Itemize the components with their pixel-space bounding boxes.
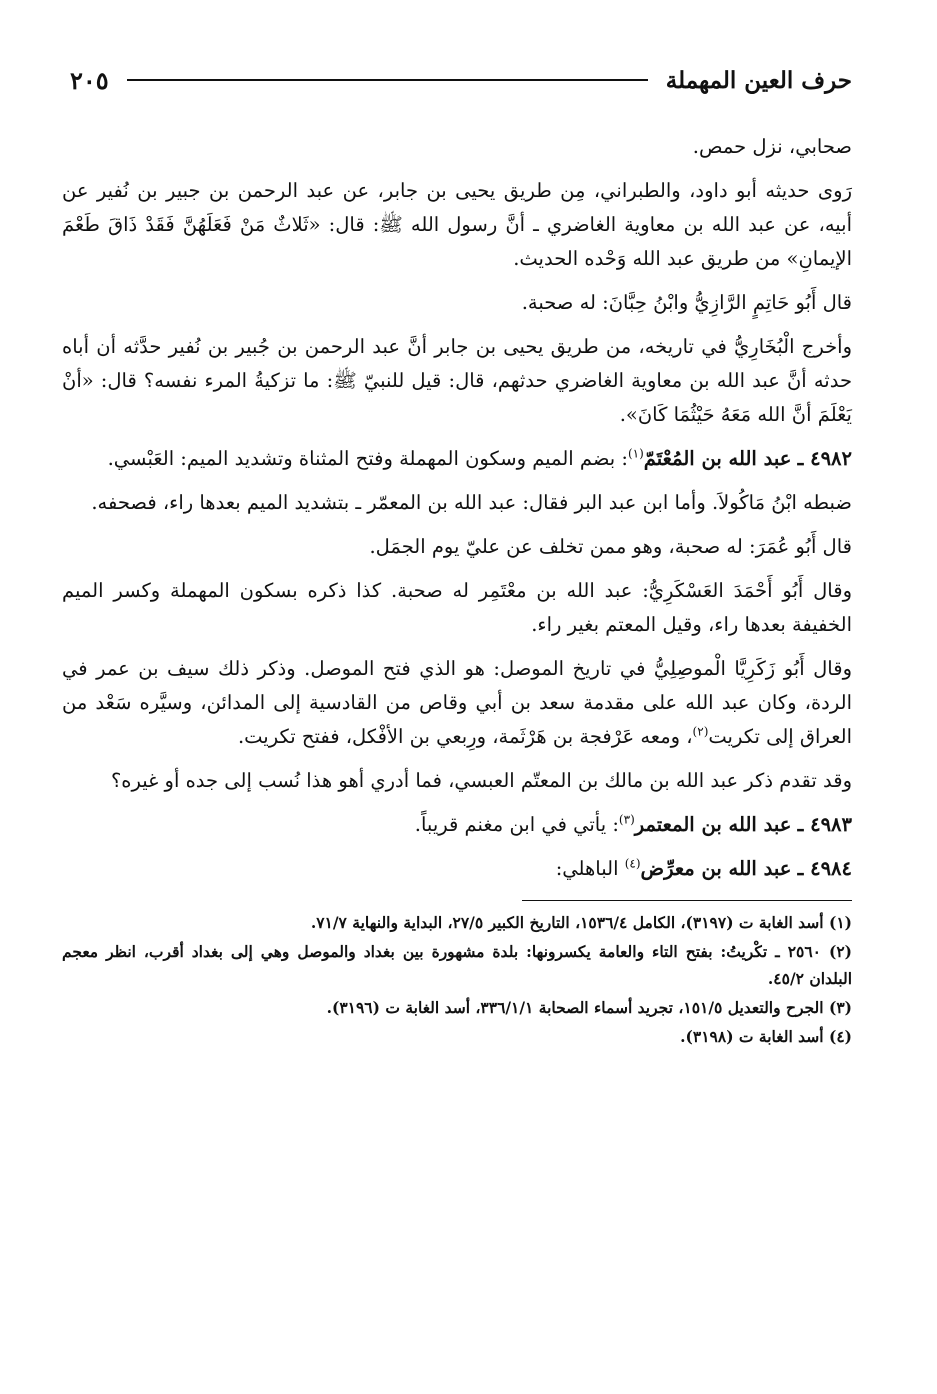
page-number: ٢٠٥ — [70, 65, 109, 95]
paragraph-text: وقال أَبُو زَكَرِيَّا الْموصِلِيُّ في تاريخ الموصل: هو الذي فتح الموصل. وذكر ذلك سيف بن عمر في الردة، وكان عبد الله على مقدمة سعد بن أبي وقاص من القادسية إلى المدائن، وسيَّره سَعْد من العراق إلى تكريت — [62, 657, 852, 748]
paragraph: وأخرج الْبُخَارِيُّ في تاريخه، من طريق يحيى بن جابر أنَّ عبد الرحمن بن جُبير بن نُفير حدَّثه أن أباه حدثه أنَّ عبد الله بن معاوية الغاضري حدثهم، قال: قيل للنبيّ ﷺ: ما تزكيةُ المرء نفسه؟ قال: «أنْ يَعْلَمَ أنَّ الله مَعَهُ حَيْثُمَا كَانَ». — [62, 335, 852, 426]
footnote-ref: (٢) — [692, 724, 709, 739]
paragraph: وقد تقدم ذكر عبد الله بن مالك بن المعتّم العبسي، فما أدري أهو هذا نُسب إلى جده أو غيره؟ — [110, 769, 852, 792]
entry-4983 — [62, 808, 852, 842]
entry-name: عبد الله بن المعتمر — [634, 813, 792, 836]
footnote: (٢) ٢٥٦٠ ـ تكْريتُ: بفتح التاء والعامة يكسرونها: بلدة مشهورة بين بغداد والموصل وهي إلى بغداد أقرب، انظر معجم البلدان ٤٥/٢. — [62, 942, 852, 988]
paragraph: قال أَبُو عُمَرَ: له صحبة، وهو ممن تخلف عن عليّ يوم الجمَل. — [369, 535, 852, 558]
entry-name: عبد الله بن معرِّض — [640, 857, 792, 880]
entry-4982 — [62, 442, 852, 476]
entry-number: ٤٩٨٤ ـ — [797, 857, 852, 880]
footnote-ref: (١) — [627, 446, 644, 461]
running-title: حرف العين المهملة — [665, 66, 852, 94]
paragraph: قال أَبُو حَاتِمٍ الرَّازِيُّ وابْنُ حِبَّانَ: له صحبة. — [521, 291, 852, 314]
footnotes — [62, 909, 852, 1050]
book-page — [62, 60, 852, 1380]
entry-number: ٤٩٨٢ ـ — [797, 447, 852, 470]
paragraph-text: ، ومعه عَرْفجة بن هَرْثَمة، ورِبعي بن الأفْكل، ففتح تكريت. — [237, 725, 693, 748]
footnote: (١) أسد الغابة ت (٣١٩٧)، الكامل ١٥٣٦/٤، التاريخ الكبير ٢٧/٥، البداية والنهاية ٧١/٧. — [310, 913, 852, 932]
entry-number: ٤٩٨٣ ـ — [797, 813, 852, 836]
entry-name: عبد الله بن المُعْتَمّ — [643, 447, 792, 470]
footnote-ref: (٣) — [618, 812, 635, 827]
entry-text: : بضم الميم وسكون المهملة وفتح المثناة وتشديد الميم: العَبْسي. — [107, 447, 628, 470]
footnote: (٣) الجرح والتعديل ١٥١/٥، تجريد أسماء الصحابة ٣٣٦/١/١، أسد الغابة ت (٣١٩٦). — [326, 998, 852, 1017]
paragraph: صحابي، نزل حمص. — [692, 135, 852, 158]
page-body — [62, 130, 852, 1050]
footnote: (٤) أسد الغابة ت (٣١٩٨). — [680, 1027, 852, 1046]
paragraph: وقال أَبُو أَحْمَدَ العَسْكَرِيُّ: عبد الله بن معْتَمِر له صحبة. كذا ذكره بسكون المهملة وكسر الميم الخفيفة بعدها راء، وقيل المعتم بغير راء. — [62, 579, 852, 636]
header-rule — [127, 79, 648, 81]
entry-text: : يأتي في ابن مغنم قريباً. — [414, 813, 619, 836]
entry-4984 — [62, 852, 852, 886]
paragraph: رَوى حديثه أبو داود، والطبراني، مِن طريق يحيى بن جابر، عن عبد الرحمن بن جبير بن نُفير عن أبيه، عن عبد الله بن معاوية الغاضري ـ أنَّ رسول الله ﷺ: قال: «ثَلاثٌ مَنْ فَعَلَهُنَّ فَقَدْ ذَاقَ طَعْمَ الإيمانِ» من طريق عبد الله وَحْده الحديث. — [62, 179, 852, 270]
footnote-rule — [522, 900, 852, 901]
paragraph: ضبطه ابْنُ مَاكُولاَ. وأما ابن عبد البر فقال: عبد الله بن المعمّر ـ بتشديد الميم بعدها راء، فصحفه. — [91, 491, 852, 514]
page-header — [62, 60, 852, 100]
paragraph-tikrit — [62, 652, 852, 754]
footnote-ref: (٤) — [624, 856, 641, 871]
entry-text: الباهلي: — [555, 857, 625, 880]
